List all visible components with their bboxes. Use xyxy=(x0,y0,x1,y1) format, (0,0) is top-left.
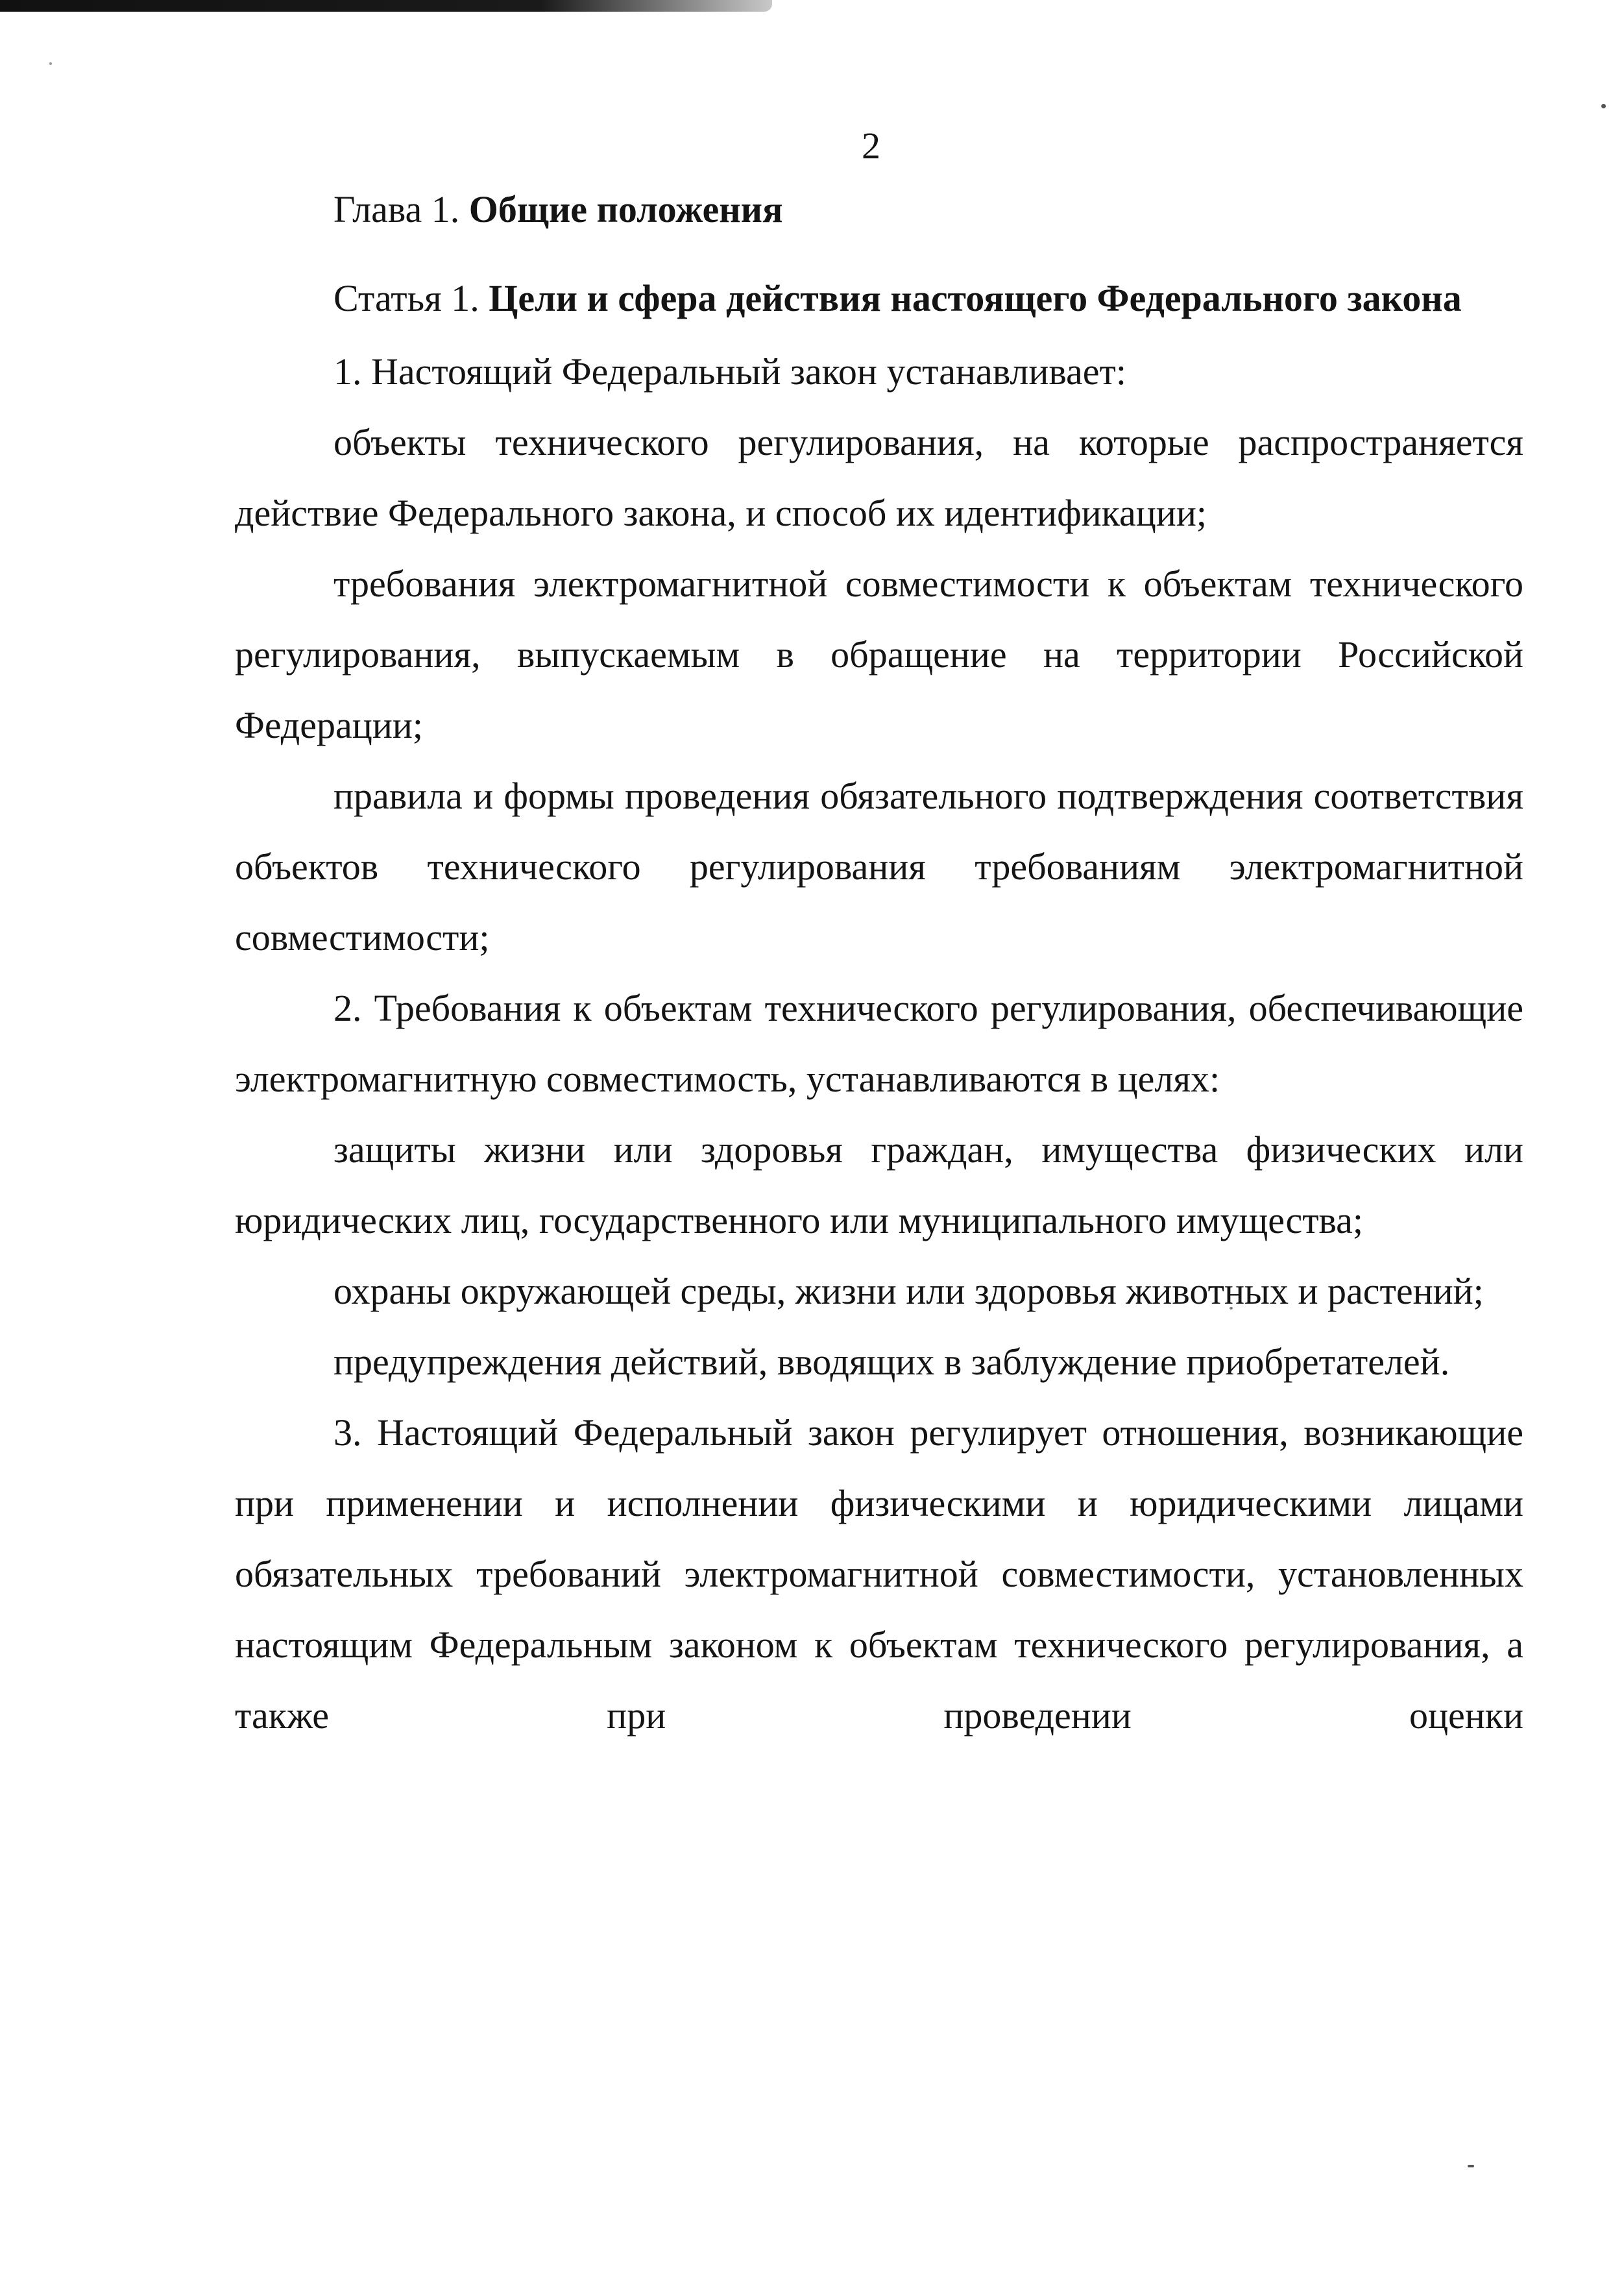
scan-speck xyxy=(1468,2165,1474,2167)
article-heading xyxy=(235,263,1523,334)
clause-2-item-environment: охраны окружающей среды, жизни или здоровья животных и растений; xyxy=(333,1270,1484,1312)
article-title: Цели и сфера действия настоящего Федерального закона xyxy=(489,277,1462,319)
clause-2-item-prevention: предупреждения действий, вводящих в заблуждение приобретателей. xyxy=(333,1341,1450,1383)
clause-3: 3. Настоящий Федеральный закон регулирует отношения, возникающие при применении и исполнении физическими и юридическими лицами обязательных требований электромагнитной совместимости, установленных настоящим Федеральным законом к объектам технического регулирования, а также при проведении оценки xyxy=(235,1411,1523,1737)
clause-2-intro: 2. Требования к объектам технического регулирования, обеспечивающие электромагнитную совместимость, устанавливаются в целях: xyxy=(235,987,1523,1100)
scan-speck xyxy=(1601,104,1606,108)
article-prefix: Статья 1. xyxy=(333,277,479,319)
clause-1-item-objects: объекты технического регулирования, на которые распространяется действие Федерального закона, и способ их идентификации; xyxy=(235,421,1523,534)
clause-1-item-rules: правила и формы проведения обязательного подтверждения соответствия объектов технического регулирования требованиям электромагнитной совместимости; xyxy=(235,775,1523,958)
chapter-prefix: Глава 1. xyxy=(333,188,460,230)
chapter-title: Общие положения xyxy=(468,188,783,230)
scan-speck xyxy=(49,62,52,65)
page-number: 2 xyxy=(862,125,880,167)
clause-1-item-requirements: требования электромагнитной совместимости к объектам технического регулирования, выпускаемым в обращение на территории Российской Федерации; xyxy=(235,563,1523,746)
document-body xyxy=(235,174,1523,1751)
clause-1-intro: 1. Настоящий Федеральный закон устанавливает: xyxy=(333,350,1126,393)
clause-2-item-protection: защиты жизни или здоровья граждан, имущества физических или юридических лиц, государственного или муниципального имущества; xyxy=(235,1128,1523,1241)
chapter-heading xyxy=(235,174,1523,245)
scan-border-artifact xyxy=(0,0,772,12)
